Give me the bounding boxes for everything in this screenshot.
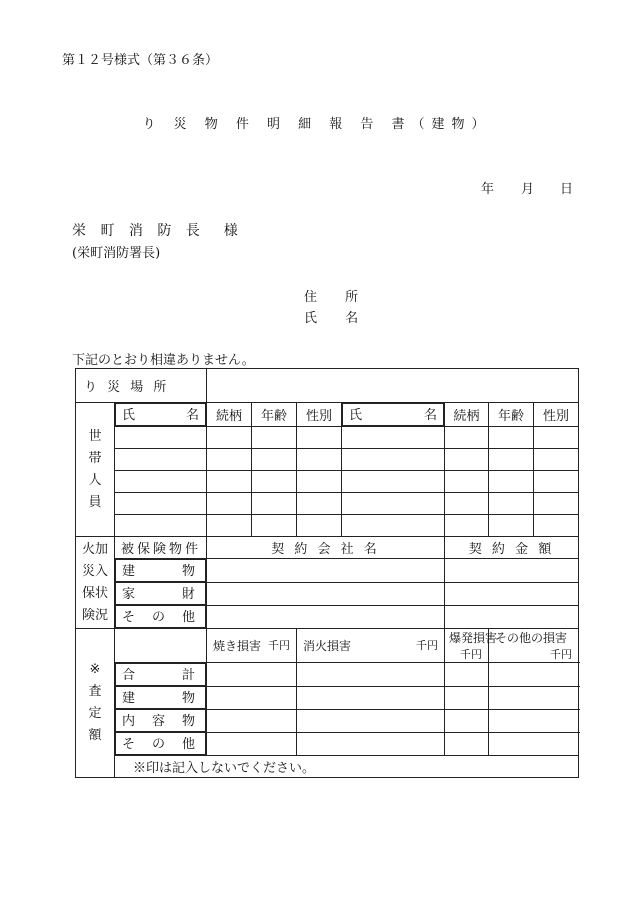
assessment-cell[interactable] — [445, 709, 489, 732]
name-label: 氏 名 — [304, 311, 371, 326]
date-month-label: 月 — [521, 182, 535, 197]
assessment-cell[interactable] — [489, 663, 579, 687]
insurance-row-other: そ の 他 — [115, 605, 206, 628]
insurance-company-field[interactable] — [207, 559, 445, 583]
form-number: 第１２号様式（第３６条） — [62, 53, 219, 68]
assessment-row-contents: 内 容 物 — [115, 709, 206, 732]
assessment-cell[interactable] — [207, 732, 297, 756]
contract-amount-field[interactable] — [445, 605, 579, 629]
assessment-cell[interactable] — [207, 709, 297, 732]
insurance-company-field[interactable] — [207, 605, 445, 629]
household-age-header-2: 年齢 — [489, 403, 534, 427]
document-title: り 災 物 件 明 細 報 告 書（建物） — [142, 117, 492, 132]
household-name-header-2: 氏 名 — [342, 403, 444, 426]
fire-location-field[interactable] — [207, 369, 579, 403]
assessment-header-blank — [115, 629, 207, 663]
household-row — [76, 471, 579, 493]
assessment-row-building: 建 物 — [115, 686, 206, 709]
addressee: 栄 町 消 防 長 様 — [72, 223, 243, 239]
assessment-cell[interactable] — [297, 663, 445, 687]
assessment-footnote: ※印は記入しないでください。 — [115, 756, 579, 778]
fire-location-label: り 災 場 所 — [76, 369, 207, 403]
assessment-cell[interactable] — [489, 732, 579, 756]
household-relation-header: 続柄 — [207, 403, 252, 427]
assessment-cell[interactable] — [445, 732, 489, 756]
assessment-cell[interactable] — [445, 663, 489, 687]
assessment-row-other: そ の 他 — [115, 732, 206, 755]
fire-damage-header: 焼き損害 千円 — [207, 629, 297, 663]
insurance-row-household-goods: 家 財 — [115, 582, 206, 605]
insured-property-header: 被保険物件 — [115, 537, 207, 559]
date-day-label: 日 — [560, 182, 574, 197]
insurance-row-building: 建 物 — [115, 559, 206, 582]
other-damage-header: その他の損害 千円 — [489, 629, 579, 663]
contract-amount-field[interactable] — [445, 582, 579, 605]
address-label: 住 所 — [304, 290, 371, 305]
assessment-cell[interactable] — [297, 686, 445, 709]
household-row — [76, 515, 579, 537]
assessment-cell[interactable] — [297, 732, 445, 756]
assessment-row-total: 合 計 — [115, 663, 206, 686]
date-year-label: 年 — [481, 182, 495, 197]
assessment-cell[interactable] — [489, 709, 579, 732]
assessment-cell[interactable] — [445, 686, 489, 709]
household-name-header: 氏 名 — [115, 403, 206, 426]
assessment-cell[interactable] — [207, 686, 297, 709]
household-age-header: 年齢 — [252, 403, 297, 427]
assessment-section-label: ※ 査 定 額 — [76, 629, 115, 778]
household-sex-header-2: 性別 — [534, 403, 579, 427]
insurance-company-header: 契 約 会 社 名 — [207, 537, 445, 559]
declaration-note: 下記のとおり相違ありません。 — [72, 353, 255, 368]
household-row — [76, 427, 579, 449]
extinguish-damage-header: 消火損害 千円 — [297, 629, 445, 663]
household-row — [76, 493, 579, 515]
report-table — [75, 368, 579, 778]
addressee-sub: (栄町消防署長) — [72, 246, 161, 261]
household-sex-header: 性別 — [297, 403, 342, 427]
household-row — [76, 449, 579, 471]
household-relation-header-2: 続柄 — [445, 403, 489, 427]
assessment-cell[interactable] — [297, 709, 445, 732]
contract-amount-field[interactable] — [445, 559, 579, 583]
contract-amount-header: 契 約 金 額 — [445, 537, 579, 559]
insurance-section-label: 火加 災入 保状 険況 — [76, 537, 115, 629]
assessment-cell[interactable] — [489, 686, 579, 709]
explosion-damage-header: 爆発損害 千円 — [445, 629, 489, 663]
assessment-cell[interactable] — [207, 663, 297, 687]
household-section-label: 世 帯 人 員 — [76, 403, 115, 537]
insurance-company-field[interactable] — [207, 582, 445, 605]
